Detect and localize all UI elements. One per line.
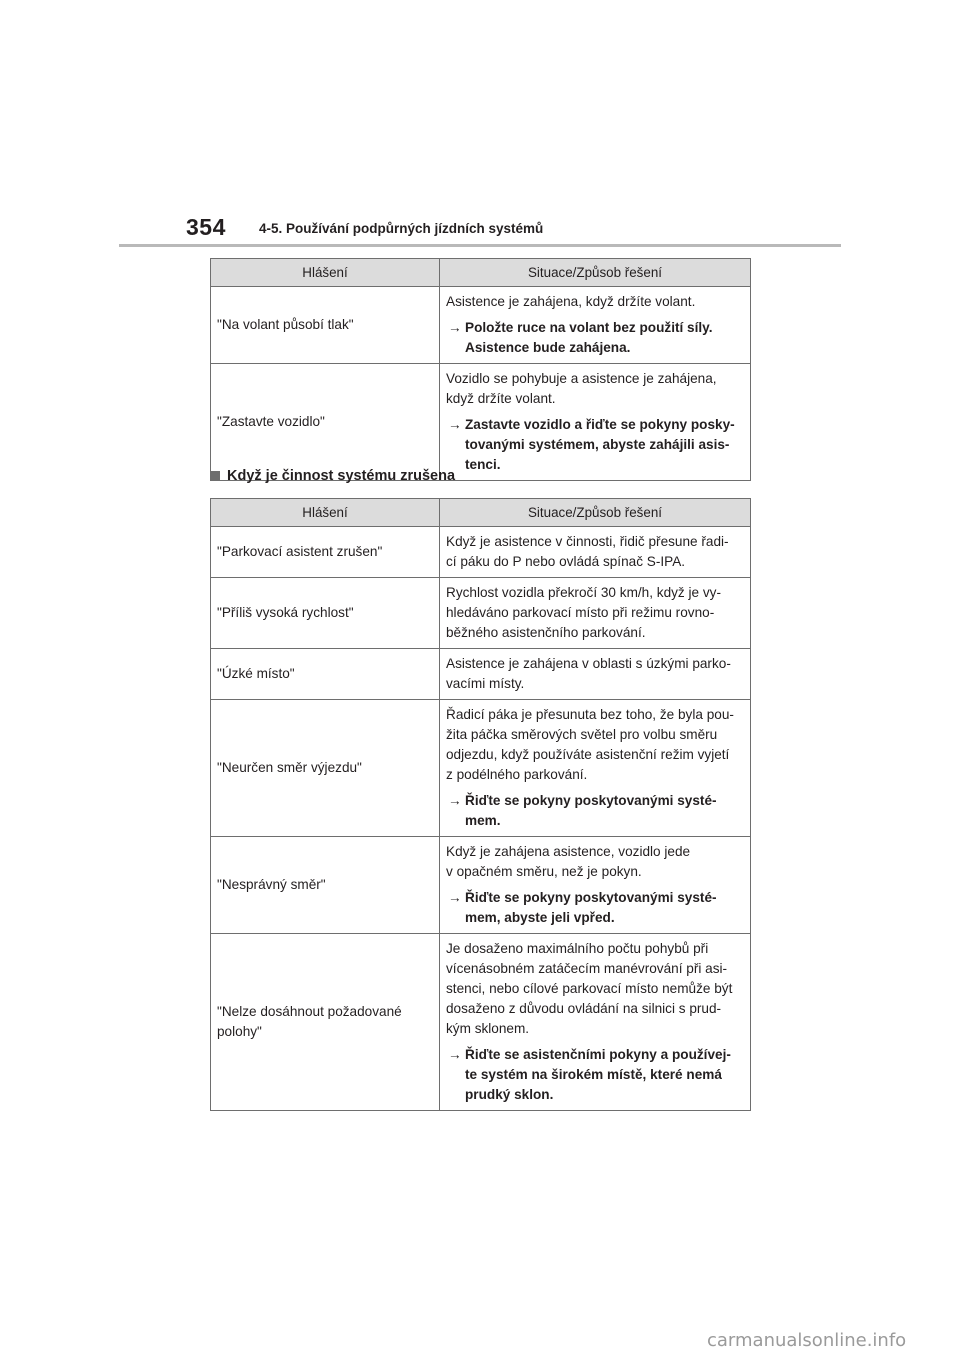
message-table-1 — [210, 258, 751, 481]
action-line: mem, abyste jeli vpřed. — [465, 910, 615, 925]
description-line: Asistence je zahájena v oblasti s úzkými parko- — [446, 656, 731, 671]
message-cell — [211, 934, 440, 1111]
solution-cell — [440, 700, 751, 837]
description-line: cí páku do P nebo ovládá spínač S-IPA. — [446, 554, 686, 569]
solution-cell — [440, 649, 751, 700]
message-cell: "Příliš vysoká rychlost" — [211, 578, 440, 649]
description-line: Když je zahájena asistence, vozidlo jede — [446, 844, 691, 859]
column-header-message: Hlášení — [211, 499, 440, 527]
column-header-message: Hlášení — [211, 259, 440, 287]
table-row — [211, 527, 751, 578]
description-line: běžného asistenčního parkování. — [446, 625, 646, 640]
action-line: mem. — [465, 813, 501, 828]
subheading-text: Když je činnost systému zrušena — [227, 468, 456, 484]
description-line: Když je asistence v činnosti, řidič přesune řadi- — [446, 534, 729, 549]
action-line: prudký sklon. — [465, 1087, 554, 1102]
message-table-2 — [210, 498, 751, 1111]
table-row — [211, 837, 751, 934]
description-line: Asistence je zahájena, když držíte volant. — [446, 294, 696, 309]
solution-cell — [440, 364, 751, 481]
table-row — [211, 364, 751, 481]
description-line: z podélného parkování. — [446, 767, 588, 782]
solution-cell — [440, 837, 751, 934]
description-line: Je dosaženo maximálního počtu pohybů při — [446, 941, 709, 956]
section-subheading — [210, 468, 455, 484]
description-line: hledáváno parkovací místo při režimu rovno- — [446, 605, 715, 620]
table-row — [211, 287, 751, 364]
solution-cell — [440, 287, 751, 364]
table-header-row — [211, 259, 751, 287]
arrow-icon: → — [448, 320, 462, 335]
description-line: Vozidlo se pohybuje a asistence je zahájena, — [446, 371, 717, 386]
action-instruction — [446, 318, 744, 358]
description-line: dosaženo z důvodu ovládání na silnici s prud- — [446, 1001, 722, 1016]
action-instruction — [446, 888, 744, 928]
table-header-row — [211, 499, 751, 527]
message-line: polohy" — [217, 1024, 262, 1039]
action-line: Řiďte se pokyny poskytovanými systé- — [465, 890, 717, 905]
action-line: te systém na širokém místě, které nemá — [465, 1067, 722, 1082]
table-row — [211, 934, 751, 1111]
description-line: žita páčka směrových světel pro volbu směru — [446, 727, 718, 742]
action-line: Řiďte se asistenčními pokyny a používej- — [465, 1047, 731, 1062]
solution-cell — [440, 527, 751, 578]
section-title: 4-5. Používání podpůrných jízdních systémů — [259, 221, 544, 236]
column-header-solution: Situace/Způsob řešení — [440, 259, 751, 287]
table-row — [211, 649, 751, 700]
square-bullet-icon — [210, 471, 220, 481]
message-cell: "Úzké místo" — [211, 649, 440, 700]
arrow-icon: → — [448, 1047, 462, 1062]
action-line: Položte ruce na volant bez použití síly. — [465, 320, 713, 335]
table-row — [211, 700, 751, 837]
watermark: carmanualsonline.info — [707, 1330, 907, 1351]
description-line: v opačném směru, než je pokyn. — [446, 864, 642, 879]
solution-cell — [440, 934, 751, 1111]
arrow-icon: → — [448, 417, 462, 432]
message-cell: "Neurčen směr výjezdu" — [211, 700, 440, 837]
action-line: Asistence bude zahájena. — [465, 340, 631, 355]
solution-cell — [440, 578, 751, 649]
action-instruction — [446, 415, 744, 475]
action-line: tovanými systémem, abyste zahájili asis- — [465, 437, 730, 452]
arrow-icon: → — [448, 793, 462, 808]
column-header-solution: Situace/Způsob řešení — [440, 499, 751, 527]
action-instruction — [446, 1045, 744, 1105]
message-cell: "Nesprávný směr" — [211, 837, 440, 934]
description-line: Řadicí páka je přesunuta bez toho, že byla pou- — [446, 707, 734, 722]
description-line: odjezdu, když používáte asistenční režim vyjetí — [446, 747, 730, 762]
description-line: Rychlost vozidla překročí 30 km/h, když je vy- — [446, 585, 721, 600]
message-cell: "Parkovací asistent zrušen" — [211, 527, 440, 578]
description-line: když držíte volant. — [446, 391, 556, 406]
action-line: Řiďte se pokyny poskytovanými systé- — [465, 793, 717, 808]
message-line: "Nelze dosáhnout požadované — [217, 1004, 402, 1019]
action-line: Zastavte vozidlo a řiďte se pokyny posky- — [465, 417, 735, 432]
description-line: vacími místy. — [446, 676, 525, 691]
message-cell: "Zastavte vozidlo" — [211, 364, 440, 481]
header-divider — [119, 244, 841, 247]
description-line: vícenásobném zatáčecím manévrování při asi- — [446, 961, 728, 976]
page-number: 354 — [186, 214, 226, 240]
description-line: kým sklonem. — [446, 1021, 530, 1036]
message-cell: "Na volant působí tlak" — [211, 287, 440, 364]
action-line: tenci. — [465, 457, 501, 472]
action-instruction — [446, 791, 744, 831]
table-row — [211, 578, 751, 649]
description-line: stenci, nebo cílové parkovací místo nemůže být — [446, 981, 733, 996]
arrow-icon: → — [448, 890, 462, 905]
